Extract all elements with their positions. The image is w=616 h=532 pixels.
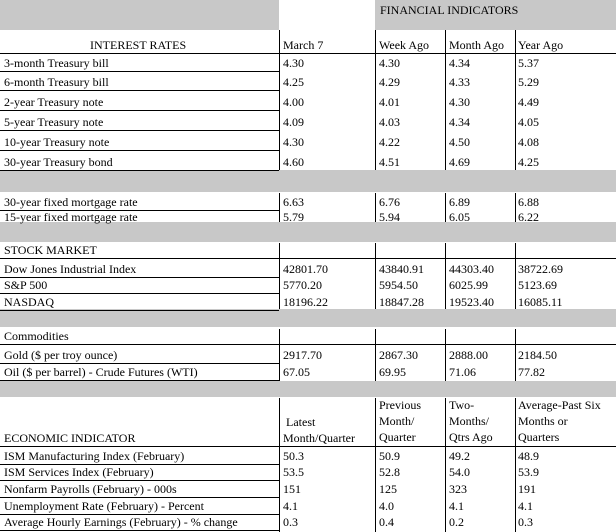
column-header: Months or xyxy=(518,414,568,428)
row-value: 4.30 xyxy=(449,95,470,109)
column-header: Week Ago xyxy=(379,38,430,52)
column-header: Average-Past Six xyxy=(518,398,601,412)
row-label: 10-year Treasury note xyxy=(4,135,110,149)
column-rule xyxy=(445,243,446,309)
row-value: 50.3 xyxy=(283,449,304,463)
column-header: Month Ago xyxy=(449,38,505,52)
row-value: 53.5 xyxy=(283,465,304,479)
row-value: 0.4 xyxy=(379,515,394,529)
row-value: 191 xyxy=(518,482,536,496)
row-value: 5.37 xyxy=(518,56,539,70)
row-value: 16085.11 xyxy=(518,295,563,309)
header-rule xyxy=(0,53,616,54)
row-value: 5.94 xyxy=(379,210,400,224)
row-label: Average Hourly Earnings (February) - % change xyxy=(4,515,238,529)
row-label: 5-year Treasury note xyxy=(4,115,104,129)
row-value: 18847.28 xyxy=(379,295,424,309)
row-label: Unemployment Rate (February) - Percent xyxy=(4,499,204,513)
column-rule xyxy=(375,243,376,309)
column-rule xyxy=(375,398,376,532)
row-value: 6.63 xyxy=(283,195,304,209)
row-underline xyxy=(0,480,279,481)
row-value: 4.00 xyxy=(283,95,304,109)
row-value: 6.22 xyxy=(518,210,539,224)
column-header: Two- xyxy=(449,398,475,412)
header-rule xyxy=(0,258,616,259)
row-value: 50.9 xyxy=(379,449,400,463)
header-rule xyxy=(0,344,616,345)
row-value: 4.25 xyxy=(518,155,539,169)
column-rule xyxy=(375,329,376,381)
row-value: 4.29 xyxy=(379,75,400,89)
row-value: 77.82 xyxy=(518,365,545,379)
column-header: Previous xyxy=(379,398,421,412)
row-value: 0.3 xyxy=(283,515,298,529)
column-rule xyxy=(445,193,446,222)
row-value: 6.88 xyxy=(518,195,539,209)
column-header: Qtrs Ago xyxy=(449,430,493,444)
row-label: Dow Jones Industrial Index xyxy=(4,262,137,276)
row-value: 4.25 xyxy=(283,75,304,89)
row-label: ISM Services Index (February) xyxy=(4,465,154,479)
spacer-band xyxy=(0,381,616,397)
row-value: 44303.40 xyxy=(449,262,494,276)
row-value: 4.30 xyxy=(379,56,400,70)
row-value: 49.2 xyxy=(449,449,470,463)
row-underline xyxy=(0,130,279,131)
row-underline xyxy=(0,363,279,364)
row-value: 5123.69 xyxy=(518,278,557,292)
column-rule xyxy=(279,243,280,309)
row-value: 38722.69 xyxy=(518,262,563,276)
row-value: 54.0 xyxy=(449,465,470,479)
row-value: 18196.22 xyxy=(283,295,328,309)
row-underline xyxy=(0,150,279,151)
row-underline xyxy=(0,293,279,294)
row-underline xyxy=(0,71,279,72)
row-underline xyxy=(0,110,279,111)
column-rule xyxy=(445,30,446,170)
row-value: 52.8 xyxy=(379,465,400,479)
header-rule xyxy=(0,446,616,447)
row-underline xyxy=(0,497,279,498)
row-value: 4.34 xyxy=(449,56,470,70)
row-underline xyxy=(0,310,279,311)
column-rule xyxy=(279,193,280,222)
row-value: 4.50 xyxy=(449,135,470,149)
row-label: Oil ($ per barrel) - Crude Futures (WTI) xyxy=(4,365,198,379)
column-header: Quarter xyxy=(379,430,416,444)
column-header: Month/ xyxy=(379,414,415,428)
row-value: 2888.00 xyxy=(449,348,488,362)
row-value: 0.2 xyxy=(449,515,464,529)
row-value: 43840.91 xyxy=(379,262,424,276)
title-band-left xyxy=(0,0,279,30)
row-label: NASDAQ xyxy=(4,295,55,309)
row-value: 2867.30 xyxy=(379,348,418,362)
column-header: Month/Quarter xyxy=(283,431,355,445)
row-value: 4.05 xyxy=(518,115,539,129)
column-rule xyxy=(279,329,280,381)
column-rule xyxy=(279,30,280,170)
row-label: ISM Manufacturing Index (February) xyxy=(4,449,185,463)
row-label: S&P 500 xyxy=(4,278,48,292)
row-label: 30-year fixed mortgage rate xyxy=(4,195,138,209)
column-header: Quarters xyxy=(518,430,560,444)
row-value: 67.05 xyxy=(283,365,310,379)
row-value: 4.09 xyxy=(283,115,304,129)
report-title: FINANCIAL INDICATORS xyxy=(380,3,519,17)
row-underline xyxy=(0,380,279,381)
column-rule xyxy=(445,398,446,532)
section-header-stock-market: STOCK MARKET xyxy=(4,243,97,257)
row-value: 6.89 xyxy=(449,195,470,209)
column-rule xyxy=(375,30,376,170)
column-rule xyxy=(445,329,446,381)
row-value: 5.79 xyxy=(283,210,304,224)
row-label: 2-year Treasury note xyxy=(4,95,104,109)
row-value: 71.06 xyxy=(449,365,476,379)
row-value: 4.08 xyxy=(518,135,539,149)
row-value: 5.29 xyxy=(518,75,539,89)
row-label: 30-year Treasury bond xyxy=(4,155,113,169)
section-header-economic-indicator: ECONOMIC INDICATOR xyxy=(4,431,136,445)
row-value: 4.30 xyxy=(283,56,304,70)
row-value: 4.60 xyxy=(283,155,304,169)
row-value: 4.30 xyxy=(283,135,304,149)
row-value: 6.76 xyxy=(379,195,400,209)
spacer-band xyxy=(0,170,616,192)
row-value: 4.33 xyxy=(449,75,470,89)
column-rule xyxy=(515,329,516,381)
column-rule xyxy=(515,243,516,309)
spacer-band xyxy=(0,222,616,242)
row-label: Gold ($ per troy ounce) xyxy=(4,348,118,362)
row-value: 19523.40 xyxy=(449,295,494,309)
row-value: 4.34 xyxy=(449,115,470,129)
row-value: 4.0 xyxy=(379,499,394,513)
column-header: March 7 xyxy=(283,38,324,52)
row-value: 4.1 xyxy=(518,499,533,513)
column-rule xyxy=(375,193,376,222)
row-value: 2184.50 xyxy=(518,348,557,362)
row-label: 6-month Treasury bill xyxy=(4,75,109,89)
column-header: Months/ xyxy=(449,414,490,428)
row-underline xyxy=(0,170,279,171)
row-value: 2917.70 xyxy=(283,348,322,362)
row-value: 4.1 xyxy=(449,499,464,513)
row-value: 5770.20 xyxy=(283,278,322,292)
column-rule xyxy=(279,398,280,532)
row-underline xyxy=(0,90,279,91)
row-value: 53.9 xyxy=(518,465,539,479)
row-label: 3-month Treasury bill xyxy=(4,56,109,70)
section-header-interest-rates: INTEREST RATES xyxy=(90,38,187,52)
row-value: 6025.99 xyxy=(449,278,488,292)
row-label: 15-year fixed mortgage rate xyxy=(4,210,138,224)
spacer-band xyxy=(0,309,616,327)
row-label: Nonfarm Payrolls (February) - 000s xyxy=(4,482,177,496)
row-value: 323 xyxy=(449,482,467,496)
column-header: Latest xyxy=(286,415,316,429)
row-value: 125 xyxy=(379,482,397,496)
row-value: 4.01 xyxy=(379,95,400,109)
row-value: 4.1 xyxy=(283,499,298,513)
row-value: 4.22 xyxy=(379,135,400,149)
row-value: 5954.50 xyxy=(379,278,418,292)
row-value: 69.95 xyxy=(379,365,406,379)
row-value: 151 xyxy=(283,482,301,496)
row-value: 48.9 xyxy=(518,449,539,463)
row-value: 4.51 xyxy=(379,155,400,169)
row-value: 42801.70 xyxy=(283,262,328,276)
section-header-commodities: Commodities xyxy=(4,329,69,343)
row-value: 4.03 xyxy=(379,115,400,129)
column-rule xyxy=(515,193,516,222)
column-rule xyxy=(515,398,516,532)
row-underline xyxy=(0,530,279,531)
row-value: 4.49 xyxy=(518,95,539,109)
column-header: Year Ago xyxy=(518,38,564,52)
row-value: 4.69 xyxy=(449,155,470,169)
row-value: 0.3 xyxy=(518,515,533,529)
column-rule xyxy=(515,30,516,170)
row-value: 6.05 xyxy=(449,210,470,224)
